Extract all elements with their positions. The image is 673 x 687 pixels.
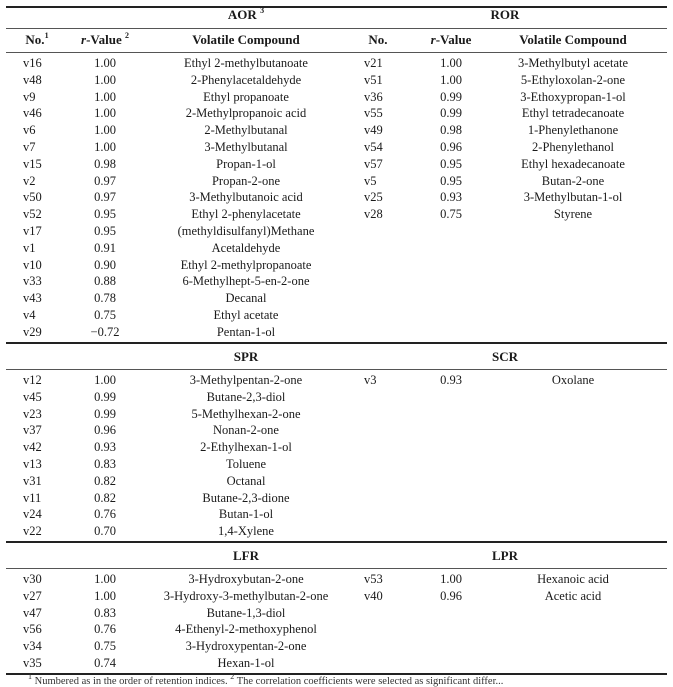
compound-number: v57 [364, 156, 383, 171]
compound-name: Pentan-1-ol [216, 324, 276, 339]
table-row [0, 621, 673, 638]
table-row [0, 406, 673, 423]
compound-name: 6-Methylhept-5-en-2-one [182, 274, 310, 289]
compound-number: v1 [23, 240, 36, 255]
compound-name: 2-Methylbutanal [204, 123, 288, 138]
section-title-text: ROR [490, 7, 520, 22]
col-header-no-text: No. [368, 32, 388, 47]
section-title-text: LPR [492, 548, 518, 563]
compound-name: 3-Methylbutan-1-ol [523, 190, 623, 205]
rows-1-right [0, 372, 673, 389]
compound-name: Hexan-1-ol [217, 655, 275, 670]
compound-number: v43 [23, 291, 42, 306]
r-value: 0.91 [94, 240, 116, 255]
r-value: 1.00 [94, 106, 116, 121]
compound-number: v24 [23, 507, 42, 522]
compound-name: Ethyl 2-methylpropanoate [180, 257, 312, 272]
table-row [0, 55, 673, 72]
table-row [0, 122, 673, 139]
compound-number: v17 [23, 223, 42, 238]
compound-number: v31 [23, 473, 42, 488]
compound-number: v55 [364, 106, 383, 121]
compound-name: Ethyl hexadecanoate [521, 156, 625, 171]
table-row [0, 257, 673, 274]
compound-name: 3-Hydroxy-3-methylbutan-2-one [163, 588, 329, 603]
table-bottom-rule [6, 673, 667, 675]
compound-name: 3-Methylbutanal [204, 139, 288, 154]
compound-number: v25 [364, 190, 383, 205]
compound-name: 2-Ethylhexan-1-ol [200, 440, 292, 455]
header-top-rule [6, 28, 667, 29]
compound-name: Acetaldehyde [211, 240, 281, 255]
col-header-r-italic: r [81, 32, 87, 47]
section-title-1-right [405, 349, 605, 365]
r-value: 0.99 [440, 106, 462, 121]
table-row [0, 422, 673, 439]
r-value: 1.00 [94, 89, 116, 104]
section-title-0-left [146, 7, 346, 23]
r-value: 0.75 [94, 307, 116, 322]
compound-number: v9 [23, 89, 36, 104]
table-row [0, 324, 673, 341]
table-row [0, 139, 673, 156]
r-value: 0.93 [440, 190, 462, 205]
table-footnote [28, 671, 504, 687]
compound-number: v12 [23, 373, 42, 387]
col-header-compound-text: Volatile Compound [192, 32, 300, 47]
compound-number: v48 [23, 72, 42, 87]
compound-name: Ethyl 2-methylbutanoate [184, 56, 308, 70]
compound-name: Ethyl acetate [213, 307, 279, 322]
compound-number: v51 [364, 72, 383, 87]
compound-name: 3-Hydroxybutan-2-one [188, 572, 304, 586]
r-value: 0.76 [94, 507, 116, 522]
compound-number: v6 [23, 123, 36, 138]
compound-name: 5-Ethyloxolan-2-one [520, 72, 626, 87]
r-value: 0.95 [94, 207, 116, 222]
compound-name: 2-Phenylethanol [532, 139, 614, 154]
compound-number: v40 [364, 588, 383, 603]
footnote-marker-1: 1 [28, 671, 32, 681]
compound-number: v4 [23, 307, 36, 322]
footnote-text-1: Numbered as in the order of retention indices. [32, 676, 231, 687]
col-header-compound-left [146, 32, 346, 48]
r-value: 1.00 [94, 373, 116, 387]
r-value: 0.70 [94, 524, 116, 539]
col-header-no-right [348, 32, 408, 48]
compound-name: 3-Methylbutyl acetate [517, 56, 629, 70]
compound-number: v7 [23, 139, 36, 154]
compound-name: 1,4-Xylene [218, 524, 274, 539]
col-header-r-rest: -Value [435, 32, 472, 47]
r-value: 0.99 [440, 89, 462, 104]
table-row [0, 389, 673, 406]
compound-number: v21 [364, 56, 383, 70]
section-sub-rule-2 [6, 568, 667, 569]
section-title-2-left [146, 548, 346, 564]
table-row [0, 173, 673, 190]
col-header-no-marker: 1 [44, 30, 49, 40]
compound-name: (methyldisulfanyl)Methane [177, 223, 315, 238]
table-row [0, 655, 673, 672]
compound-number: v2 [23, 173, 36, 188]
table-row [0, 89, 673, 106]
r-value: 0.74 [94, 655, 116, 670]
compound-number: v56 [23, 622, 42, 637]
table-row [0, 189, 673, 206]
table-row [0, 290, 673, 307]
compound-number: v50 [23, 190, 42, 205]
r-value: 0.82 [94, 473, 116, 488]
section-title-1-left [146, 349, 346, 365]
r-value: 1.00 [94, 72, 116, 87]
compound-name: 4-Ethenyl-2-methoxyphenol [175, 622, 317, 637]
compound-number: v22 [23, 524, 42, 539]
compound-number: v13 [23, 456, 42, 471]
compound-name: 2-Methylpropanoic acid [185, 106, 307, 121]
compound-number: v45 [23, 389, 42, 404]
compound-number: v23 [23, 406, 42, 421]
r-value: 1.00 [94, 123, 116, 138]
table-row [0, 638, 673, 655]
compound-name: Nonan-2-one [213, 423, 279, 438]
compound-name: Butane-1,3-diol [206, 605, 286, 620]
rows-0-right [0, 55, 673, 223]
compound-number: v5 [364, 173, 377, 188]
table-row [0, 372, 673, 389]
footnote-text-2: The correlation coefficients were selected as significant differ... [234, 676, 504, 687]
r-value: 0.83 [94, 456, 116, 471]
r-value: 0.97 [94, 173, 116, 188]
r-value: 0.98 [94, 156, 116, 171]
r-value: 0.83 [94, 605, 116, 620]
table-row [0, 72, 673, 89]
compound-name: 3-Methylpentan-2-one [189, 373, 303, 387]
compound-name: 3-Methylbutanoic acid [189, 190, 303, 205]
table-row [0, 605, 673, 622]
r-value: 0.95 [440, 173, 462, 188]
compound-name: Butan-1-ol [218, 507, 274, 522]
col-header-compound-text: Volatile Compound [519, 32, 627, 47]
r-value: 0.97 [94, 190, 116, 205]
compound-number: v15 [23, 156, 42, 171]
compound-name: Ethyl propanoate [203, 89, 289, 104]
r-value: 0.99 [94, 389, 116, 404]
compound-number: v27 [23, 588, 42, 603]
compound-number: v33 [23, 274, 42, 289]
compound-name: Butane-2,3-diol [206, 389, 286, 404]
compound-name: Styrene [553, 207, 593, 222]
r-value: 0.90 [94, 257, 116, 272]
compound-name: 5-Methylhexan-2-one [191, 406, 301, 421]
col-header-no-left [7, 32, 67, 48]
section-title-text: SPR [233, 349, 259, 364]
r-value: 0.96 [440, 139, 462, 154]
compound-number: v52 [23, 207, 42, 222]
section-title-0-right [405, 7, 605, 23]
compound-number: v10 [23, 257, 42, 272]
table-row [0, 506, 673, 523]
compound-name: 3-Hydroxypentan-2-one [185, 639, 307, 654]
table-row [0, 523, 673, 540]
r-value: 1.00 [440, 572, 462, 586]
r-value: 0.88 [94, 274, 116, 289]
table-row [0, 105, 673, 122]
r-value: 0.96 [440, 588, 462, 603]
footnote-marker-2: 2 [230, 671, 235, 681]
compound-name: 1-Phenylethanone [527, 123, 619, 138]
r-value: 1.00 [440, 56, 462, 70]
section-title-text: AOR [227, 7, 257, 22]
col-header-compound-right [473, 32, 673, 48]
r-value: 1.00 [94, 572, 116, 586]
r-value: 1.00 [94, 56, 116, 70]
r-value: 0.95 [94, 223, 116, 238]
col-header-no-text: No. [25, 32, 45, 47]
compound-name: Ethyl 2-phenylacetate [191, 207, 301, 222]
compound-name: Acetic acid [544, 588, 602, 603]
compound-number: v37 [23, 423, 42, 438]
rows-1-left [0, 372, 673, 540]
table-row [0, 571, 673, 588]
table-row [0, 439, 673, 456]
r-value: 0.76 [94, 622, 116, 637]
compound-name: Decanal [225, 291, 267, 306]
section-rule-1 [6, 342, 667, 344]
r-value: 0.82 [94, 490, 116, 505]
section-title-2-right [405, 548, 605, 564]
compound-number: v36 [364, 89, 383, 104]
section-sub-rule-1 [6, 369, 667, 370]
compound-number: v42 [23, 440, 42, 455]
r-value: 0.75 [94, 639, 116, 654]
rows-2-right [0, 571, 673, 605]
table-row [0, 473, 673, 490]
r-value: 1.00 [94, 139, 116, 154]
table-row [0, 307, 673, 324]
section-title-text: LFR [233, 548, 259, 563]
compound-name: Octanal [226, 473, 266, 488]
r-value: 0.78 [94, 291, 116, 306]
table-row [0, 588, 673, 605]
table-row [0, 240, 673, 257]
section-rule-2 [6, 541, 667, 543]
r-value: 0.95 [440, 156, 462, 171]
compound-number: v49 [364, 123, 383, 138]
compound-number: v11 [23, 490, 42, 505]
table-row [0, 156, 673, 173]
r-value: 0.98 [440, 123, 462, 138]
compound-number: v29 [23, 324, 42, 339]
table-row [0, 273, 673, 290]
table-row [0, 223, 673, 240]
compound-number: v34 [23, 639, 42, 654]
table-row [0, 490, 673, 507]
col-header-r-value-left [60, 32, 150, 48]
col-header-r-rest: -Value [86, 32, 122, 47]
compound-number: v53 [364, 572, 383, 586]
compound-name: Propan-1-ol [216, 156, 276, 171]
compound-number: v28 [364, 207, 383, 222]
compound-number: v3 [364, 373, 377, 387]
section-sub-rule-0 [6, 52, 667, 53]
table-row [0, 206, 673, 223]
r-value: 1.00 [440, 72, 462, 87]
compound-name: 2-Phenylacetaldehyde [190, 72, 302, 87]
r-value: 0.99 [94, 406, 116, 421]
section-title-text: SCR [491, 349, 518, 364]
table-row [0, 456, 673, 473]
compound-name: 3-Ethoxypropan-1-ol [520, 89, 626, 104]
compound-number: v16 [23, 56, 42, 70]
compound-name: Toluene [225, 456, 267, 471]
compound-number: v46 [23, 106, 42, 121]
r-value: 0.96 [94, 423, 116, 438]
compound-name: Ethyl tetradecanoate [521, 106, 625, 121]
compound-name: Propan-2-one [211, 173, 281, 188]
col-header-r-italic: r [430, 32, 436, 47]
compound-number: v54 [364, 139, 383, 154]
compound-number: v30 [23, 572, 42, 586]
r-value: −0.72 [90, 324, 120, 339]
section-title-footnote-marker: 3 [260, 5, 265, 15]
compound-name: Hexanoic acid [537, 572, 609, 586]
compound-number: v35 [23, 655, 42, 670]
r-value: 0.75 [440, 207, 462, 222]
r-value: 0.93 [94, 440, 116, 455]
r-value: 1.00 [94, 588, 116, 603]
compound-number: v47 [23, 605, 42, 620]
compound-name: Butane-2,3-dione [202, 490, 290, 505]
compound-name: Butan-2-one [541, 173, 605, 188]
compound-name: Oxolane [551, 373, 595, 387]
r-value: 0.93 [440, 373, 462, 387]
col-header-r-marker: 2 [124, 30, 129, 40]
